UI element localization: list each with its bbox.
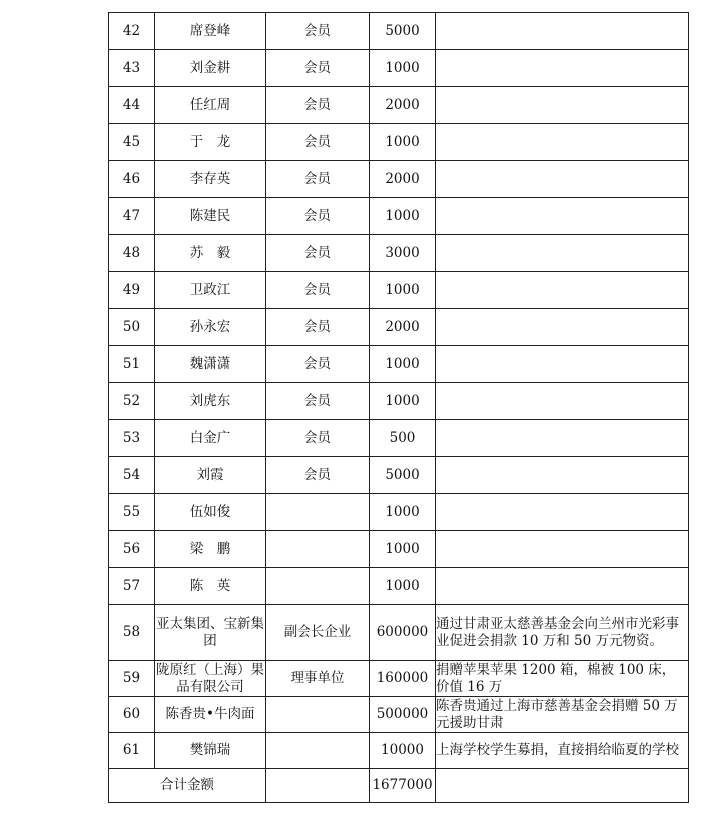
table-row: [109, 457, 689, 494]
total-label: 合计金额: [109, 769, 266, 803]
donor-name: 孙永宏: [155, 309, 266, 346]
row-number: 57: [109, 568, 155, 605]
row-number: 47: [109, 198, 155, 235]
donation-note: [436, 124, 689, 161]
donation-amount: 1000: [370, 346, 436, 383]
table-row: [109, 531, 689, 568]
donor-name: 席登峰: [155, 13, 266, 50]
donor-role: [266, 568, 370, 605]
donation-amount: 3000: [370, 235, 436, 272]
donor-role: 会员: [266, 457, 370, 494]
row-number: 61: [109, 733, 155, 769]
donor-role: 会员: [266, 13, 370, 50]
row-number: 46: [109, 161, 155, 198]
row-number: 59: [109, 661, 155, 697]
donation-note: [436, 50, 689, 87]
donation-note: [436, 87, 689, 124]
donation-note: 捐赠苹果苹果 1200 箱，棉被 100 床，价值 16 万: [436, 661, 689, 697]
donation-amount: 5000: [370, 457, 436, 494]
donation-amount: 1000: [370, 198, 436, 235]
row-number: 49: [109, 272, 155, 309]
row-number: 52: [109, 383, 155, 420]
total-amount: 1677000: [370, 769, 436, 803]
donor-name: 任红周: [155, 87, 266, 124]
table-row: [109, 568, 689, 605]
donor-role: 会员: [266, 124, 370, 161]
donor-name: 陈建民: [155, 198, 266, 235]
donation-amount: 1000: [370, 124, 436, 161]
row-number: 44: [109, 87, 155, 124]
donation-note: [436, 420, 689, 457]
table-row: [109, 697, 689, 733]
donation-note: [436, 198, 689, 235]
donation-amount: 500000: [370, 697, 436, 733]
row-number: 51: [109, 346, 155, 383]
total-role: [266, 769, 370, 803]
donor-role: [266, 733, 370, 769]
table-row: [109, 420, 689, 457]
donor-name: 伍如俊: [155, 494, 266, 531]
donor-name: 于 龙: [155, 124, 266, 161]
table-row: [109, 494, 689, 531]
donation-note: [436, 161, 689, 198]
donor-name: 刘金耕: [155, 50, 266, 87]
donor-name: 陈 英: [155, 568, 266, 605]
table-row: [109, 272, 689, 309]
total-row: [109, 769, 689, 803]
donor-name: 刘虎东: [155, 383, 266, 420]
table-row: [109, 13, 689, 50]
donor-role: 会员: [266, 87, 370, 124]
row-number: 58: [109, 605, 155, 661]
row-number: 53: [109, 420, 155, 457]
donation-amount: 1000: [370, 494, 436, 531]
donor-name: 陇原红（上海）果品有限公司: [156, 661, 264, 695]
total-note: [436, 769, 689, 803]
donor-role: 会员: [266, 235, 370, 272]
donor-name: 陈香贵•牛肉面: [155, 697, 266, 733]
table-row: [109, 124, 689, 161]
table-row: [109, 198, 689, 235]
donation-amount: 1000: [370, 568, 436, 605]
donation-amount: 2000: [370, 87, 436, 124]
donation-note: [436, 272, 689, 309]
table-row: [109, 87, 689, 124]
row-number: 50: [109, 309, 155, 346]
donation-note: [436, 383, 689, 420]
donation-note: [436, 494, 689, 531]
table-row: [109, 661, 689, 697]
donation-note: [436, 235, 689, 272]
row-number: 55: [109, 494, 155, 531]
donation-amount: 160000: [370, 661, 436, 697]
donor-role: 会员: [266, 383, 370, 420]
table-row: [109, 161, 689, 198]
row-number: 48: [109, 235, 155, 272]
table-row: [109, 50, 689, 87]
donation-amount: 600000: [370, 605, 436, 661]
donor-name: 苏 毅: [155, 235, 266, 272]
donation-note: 通过甘肃亚太慈善基金会向兰州市光彩事业促进会捐款 10 万和 50 万元物资。: [436, 605, 689, 661]
donor-role: 会员: [266, 309, 370, 346]
donor-name: 魏潇潇: [155, 346, 266, 383]
donor-name: 樊锦瑞: [155, 733, 266, 769]
donation-note: [436, 309, 689, 346]
donation-note: 陈香贵通过上海市慈善基金会捐赠 50 万元援助甘肃: [436, 697, 689, 733]
donation-amount: 2000: [370, 161, 436, 198]
table-row: [109, 309, 689, 346]
donor-role: 副会长企业: [266, 605, 370, 661]
row-number: 42: [109, 13, 155, 50]
donation-table: [108, 12, 689, 803]
donation-amount: 1000: [370, 383, 436, 420]
donor-name: 白金广: [155, 420, 266, 457]
donor-name: 刘霞: [155, 457, 266, 494]
donation-note: 上海学校学生募捐，直接捐给临夏的学校: [436, 733, 689, 769]
donor-role: 会员: [266, 198, 370, 235]
table-row: [109, 346, 689, 383]
donation-amount: 10000: [370, 733, 436, 769]
donor-role: [266, 494, 370, 531]
donor-name: 卫政江: [155, 272, 266, 309]
row-number: 54: [109, 457, 155, 494]
donation-amount: 1000: [370, 50, 436, 87]
donation-note: [436, 13, 689, 50]
donation-note: [436, 457, 689, 494]
table-row: [109, 383, 689, 420]
donation-amount: 2000: [370, 309, 436, 346]
table-row: [109, 605, 689, 661]
donation-note: [436, 346, 689, 383]
donor-role: 理事单位: [266, 661, 370, 697]
donation-note: [436, 568, 689, 605]
row-number: 43: [109, 50, 155, 87]
row-number: 45: [109, 124, 155, 161]
table-row: [109, 235, 689, 272]
donor-role: 会员: [266, 346, 370, 383]
row-number: 56: [109, 531, 155, 568]
donation-amount: 1000: [370, 531, 436, 568]
donor-role: 会员: [266, 272, 370, 309]
donor-name: 梁 鹏: [155, 531, 266, 568]
table-body: [109, 13, 689, 803]
donor-name: 李存英: [155, 161, 266, 198]
donation-amount: 500: [370, 420, 436, 457]
table-row: [109, 733, 689, 769]
donor-role: [266, 697, 370, 733]
donor-role: 会员: [266, 161, 370, 198]
row-number: 60: [109, 697, 155, 733]
donor-role: [266, 531, 370, 568]
donor-role: 会员: [266, 420, 370, 457]
donation-note: [436, 531, 689, 568]
donor-role: 会员: [266, 50, 370, 87]
donor-name: 亚太集团、宝新集团: [155, 605, 266, 661]
donation-amount: 1000: [370, 272, 436, 309]
donation-amount: 5000: [370, 13, 436, 50]
